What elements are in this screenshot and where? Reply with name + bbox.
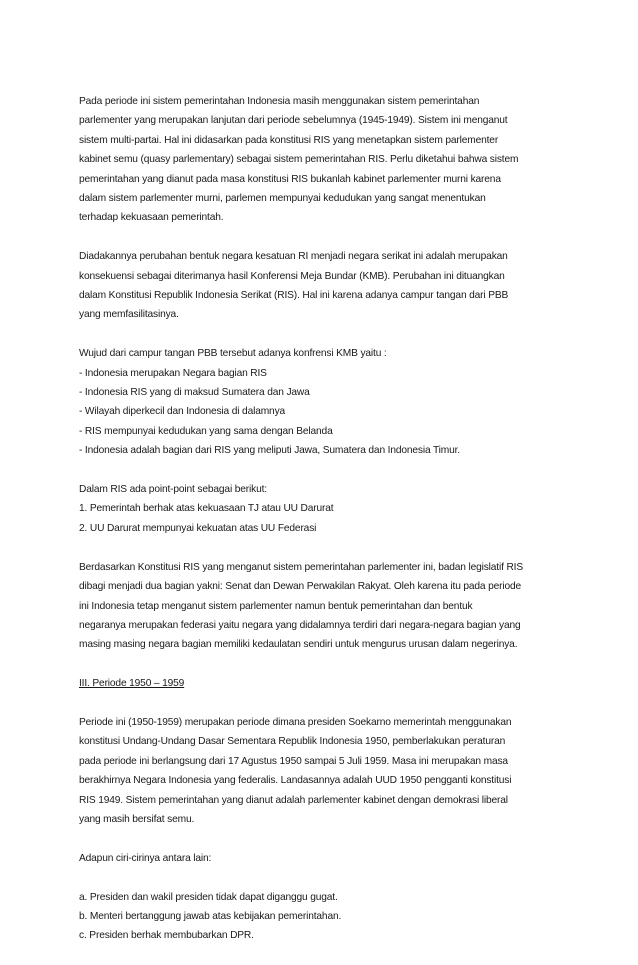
- paragraph-kmb-list: [79, 344, 575, 460]
- text-line: Berdasarkan Konstitusi RIS yang menganut sistem pemerintahan parlementer ini, badan legislatif RIS: [79, 561, 523, 573]
- paragraph-legislative: [79, 558, 575, 655]
- section-heading: III. Periode 1950 – 1959: [79, 678, 185, 690]
- text-line: yang masih bersifat semu.: [79, 813, 195, 825]
- text-line: parlementer yang merupakan lanjutan dari periode sebelumnya (1945-1949). Sistem ini menganut: [79, 115, 508, 127]
- text-line: dalam sistem parlementer murni, parlemen mempunyai kedudukan yang sangat menentukan: [79, 193, 486, 205]
- paragraph-ris-points: [79, 480, 575, 538]
- paragraph-ciri-list: [79, 888, 575, 946]
- text-line: RIS 1949. Sistem pemerintahan yang dianut adalah parlementer kabinet dengan demokrasi liberal: [79, 794, 508, 806]
- paragraph-kmb: [79, 247, 575, 325]
- text-line: kabinet semu (quasy parlementary) sebagai sistem pemerintahan RIS. Perlu diketahui bahwa sistem: [79, 154, 519, 166]
- text-line: ini Indonesia tetap menganut sistem parlementer namun bentuk pemerintahan dan bentuk: [79, 600, 473, 612]
- text-line: Periode ini (1950-1959) merupakan periode dimana presiden Soekarno memerintah menggunakan: [79, 716, 512, 728]
- text-line: Dalam RIS ada point-point sebagai berikut:: [79, 484, 267, 496]
- list-item: 1. Pemerintah berhak atas kekuasaan TJ atau UU Darurat: [79, 503, 334, 515]
- list-item: - Indonesia adalah bagian dari RIS yang meliputi Jawa, Sumatera dan Indonesia Timur.: [79, 445, 460, 457]
- list-item: - RIS mempunyai kedudukan yang sama dengan Belanda: [79, 425, 333, 437]
- list-item: 2. UU Darurat mempunyai kekuatan atas UU Federasi: [79, 522, 317, 534]
- text-line: konsekuensi sebagai diterimanya hasil Konferensi Meja Bundar (KMB). Perubahan ini dituangkan: [79, 270, 505, 282]
- paragraph-ciri-intro: [79, 849, 575, 868]
- paragraph-1950-1959: [79, 713, 575, 829]
- text-line: pemerintahan yang dianut pada masa konstitusi RIS bukanlah kabinet parlementer murni karena: [79, 173, 501, 185]
- text-line: Adapun ciri-cirinya antara lain:: [79, 852, 212, 864]
- text-line: sistem multi-partai. Hal ini didasarkan pada konstitusi RIS yang menetapkan sistem parlementer: [79, 134, 499, 146]
- text-line: dalam Konstitusi Republik Indonesia Serikat (RIS). Hal ini karena adanya campur tangan dari PBB: [79, 290, 509, 302]
- paragraph-intro: [79, 92, 575, 228]
- text-line: masing masing negara bagian memiliki kedaulatan sendiri untuk mengurus urusan dalam negerinya.: [79, 639, 518, 651]
- text-line: pada periode ini berlangsung dari 17 Agustus 1950 sampai 5 Juli 1959. Masa ini merupakan masa: [79, 755, 508, 767]
- text-line: dibagi menjadi dua bagian yakni: Senat dan Dewan Perwakilan Rakyat. Oleh karena itu pada periode: [79, 581, 522, 593]
- list-item: - Indonesia merupakan Negara bagian RIS: [79, 367, 267, 379]
- text-line: negaranya merupakan federasi yaitu negara yang didalamnya terdiri dari negara-negara bagian yang: [79, 619, 521, 631]
- list-item: c. Presiden berhak membubarkan DPR.: [79, 930, 254, 942]
- text-line: Pada periode ini sistem pemerintahan Indonesia masih menggunakan sistem pemerintahan: [79, 96, 480, 107]
- list-item: b. Menteri bertanggung jawab atas kebijakan pemerintahan.: [79, 910, 342, 922]
- list-item: a. Presiden dan wakil presiden tidak dapat diganggu gugat.: [79, 891, 338, 903]
- text-line: konstitusi Undang-Undang Dasar Sementara Republik Indonesia 1950, pemberlakukan peraturan: [79, 736, 506, 748]
- text-line: berakhirnya Negara Indonesia yang federalis. Landasannya adalah UUD 1950 pengganti konstitusi: [79, 775, 512, 787]
- text-line: yang memfasilitasinya.: [79, 309, 179, 321]
- list-item: - Indonesia RIS yang di maksud Sumatera dan Jawa: [79, 387, 310, 399]
- text-line: Wujud dari campur tangan PBB tersebut adanya konfrensi KMB yaitu :: [79, 348, 387, 360]
- list-item: - Wilayah diperkecil dan Indonesia di dalamnya: [79, 406, 286, 418]
- text-line: Diadakannya perubahan bentuk negara kesatuan RI menjadi negara serikat ini adalah merupakan: [79, 251, 508, 263]
- document-page: [79, 92, 575, 965]
- text-line: terhadap kekuasaan pemerintah.: [79, 212, 224, 224]
